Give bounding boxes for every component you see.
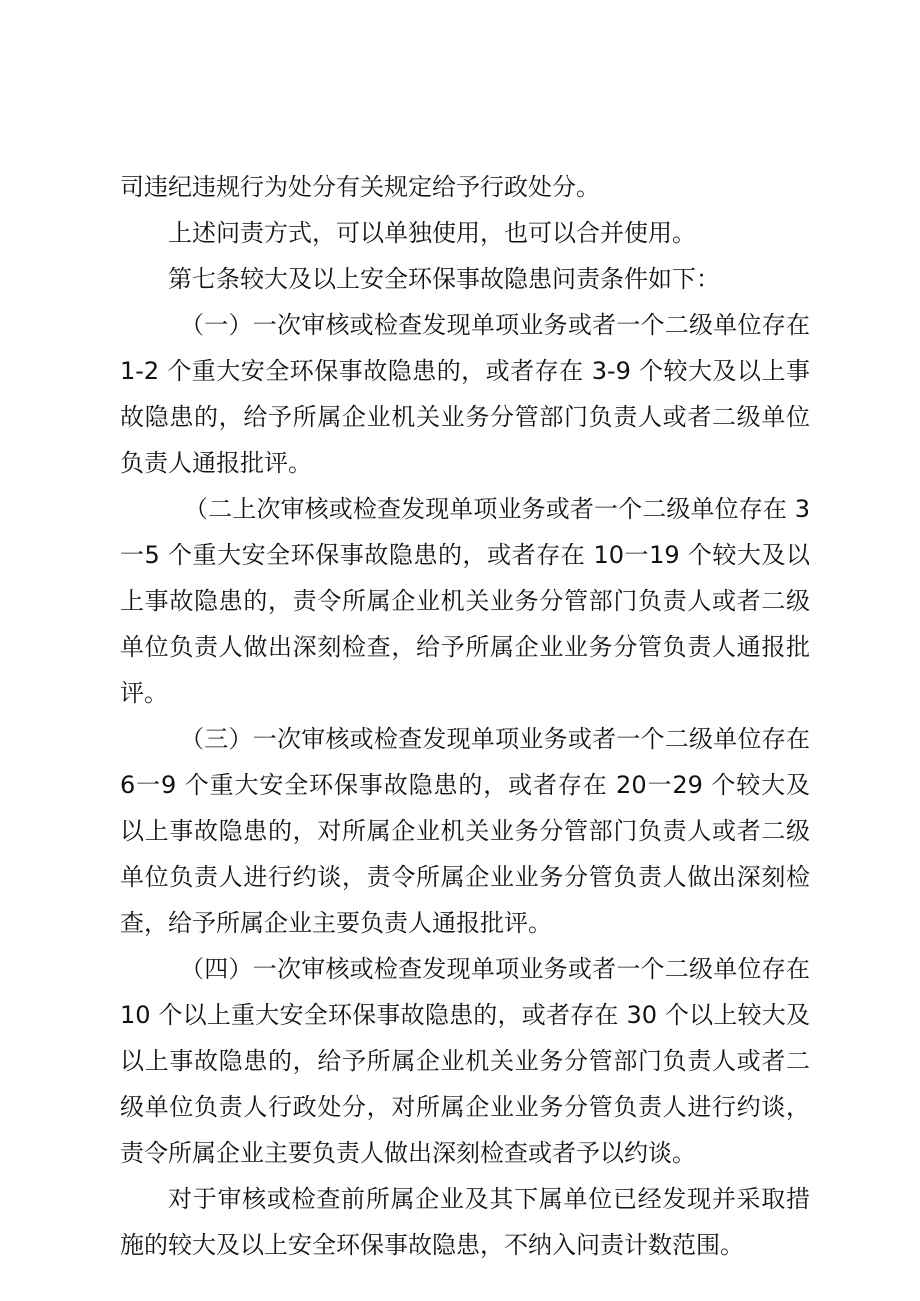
paragraph-clause-four: （四）一次审核或检查发现单项业务或者一个二级单位存在 10 个以上重大安全环保事故隐患的，或者存在 30 个以上较大及以上事故隐患的，给予所属企业机关业务分管部门负责人或者二级单位负责人行政处分，对所属企业业务分管负责人进行约谈，责令所属企业主要负责人做出深刻检查或者予以约谈。 bbox=[120, 955, 810, 1167]
paragraph-clause-two: （二上次审核或检查发现单项业务或者一个二级单位存在 3一5 个重大安全环保事故隐患的，或者存在 10一19 个较大及以上事故隐患的，责令所属企业机关业务分管部门负责人或者二级单位负责人做出深刻检查，给予所属企业业务分管负责人通报批评。 bbox=[120, 495, 810, 707]
paragraph-exclusion-note: 对于审核或检查前所属企业及其下属单位已经发现并采取措施的较大及以上安全环保事故隐患，不纳入问责计数范围。 bbox=[120, 1185, 810, 1259]
paragraph-continuation: 司违纪违规行为处分有关规定给予行政处分。 bbox=[120, 173, 600, 201]
paragraph-clause-three: （三）一次审核或检查发现单项业务或者一个二级单位存在 6一9 个重大安全环保事故隐患的，或者存在 20一29 个较大及以上事故隐患的，对所属企业机关业务分管部门负责人或者二级单位负责人进行约谈，责令所属企业业务分管负责人做出深刻检查，给予所属企业主要负责人通报批评。 bbox=[120, 725, 810, 937]
paragraph-article-seven: 第七条较大及以上安全环保事故隐患问责条件如下： bbox=[168, 265, 720, 293]
paragraph-accountability-methods: 上述问责方式，可以单独使用，也可以合并使用。 bbox=[168, 219, 696, 247]
paragraph-clause-one: （一）一次审核或检查发现单项业务或者一个二级单位存在 1-2 个重大安全环保事故隐患的，或者存在 3-9 个较大及以上事故隐患的，给予所属企业机关业务分管部门负责人或者二级单位负责人通报批评。 bbox=[120, 311, 810, 477]
document-body bbox=[120, 164, 810, 1268]
